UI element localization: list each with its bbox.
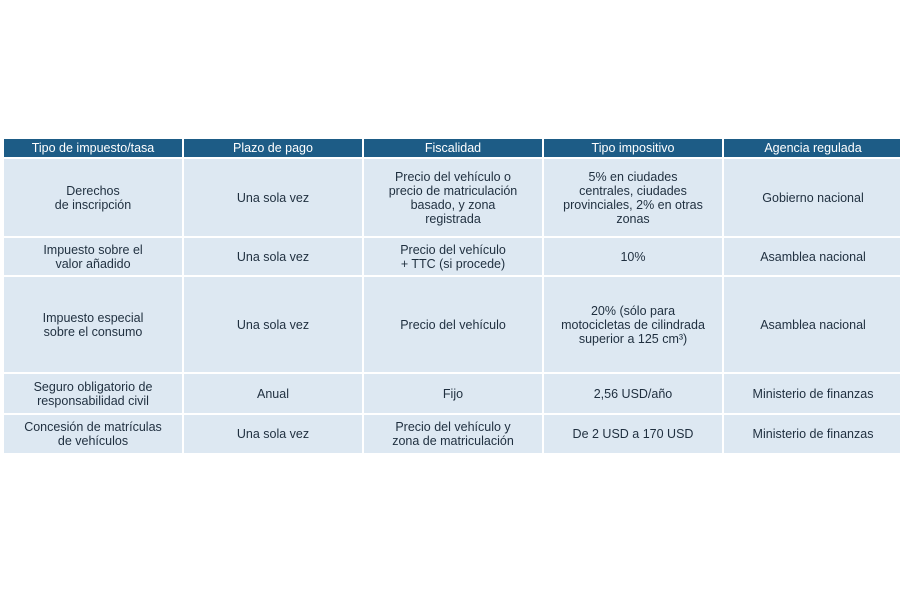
- header-tipo-de-impuesto: Tipo de impuesto/tasa: [4, 139, 182, 157]
- table-row: [4, 415, 900, 453]
- table-row: [4, 277, 900, 372]
- tax-table: [2, 137, 900, 455]
- table-row: [4, 159, 900, 236]
- table-cell: Ministerio de finanzas: [724, 415, 900, 453]
- table-cell: Asamblea nacional: [724, 277, 900, 372]
- header-agencia-regulada: Agencia regulada: [724, 139, 900, 157]
- table-cell: Una sola vez: [184, 277, 362, 372]
- table-row: [4, 238, 900, 275]
- table-cell: Precio del vehículo: [364, 277, 542, 372]
- table-cell: Seguro obligatorio de responsabilidad civil: [4, 374, 182, 413]
- table-cell: Concesión de matrículas de vehículos: [4, 415, 182, 453]
- table-cell: Una sola vez: [184, 415, 362, 453]
- table-cell: Precio del vehículo o precio de matriculación basado, y zona registrada: [364, 159, 542, 236]
- table-cell: Precio del vehículo + TTC (si procede): [364, 238, 542, 275]
- table-cell: Asamblea nacional: [724, 238, 900, 275]
- table-cell: De 2 USD a 170 USD: [544, 415, 722, 453]
- table-cell: 5% en ciudades centrales, ciudades provinciales, 2% en otras zonas: [544, 159, 722, 236]
- table-cell: 2,56 USD/año: [544, 374, 722, 413]
- table-cell: 10%: [544, 238, 722, 275]
- table-cell: Gobierno nacional: [724, 159, 900, 236]
- table-cell: 20% (sólo para motocicletas de cilindrada superior a 125 cm³): [544, 277, 722, 372]
- table-cell: Una sola vez: [184, 238, 362, 275]
- table-header-row: [4, 139, 900, 157]
- header-fiscalidad: Fiscalidad: [364, 139, 542, 157]
- header-plazo-de-pago: Plazo de pago: [184, 139, 362, 157]
- table-cell: Derechos de inscripción: [4, 159, 182, 236]
- table-cell: Fijo: [364, 374, 542, 413]
- table-cell: Impuesto sobre el valor añadido: [4, 238, 182, 275]
- table-cell: Ministerio de finanzas: [724, 374, 900, 413]
- table-row: [4, 374, 900, 413]
- header-tipo-impositivo: Tipo impositivo: [544, 139, 722, 157]
- table-cell: Impuesto especial sobre el consumo: [4, 277, 182, 372]
- table-cell: Anual: [184, 374, 362, 413]
- table-cell: Precio del vehículo y zona de matriculación: [364, 415, 542, 453]
- table-cell: Una sola vez: [184, 159, 362, 236]
